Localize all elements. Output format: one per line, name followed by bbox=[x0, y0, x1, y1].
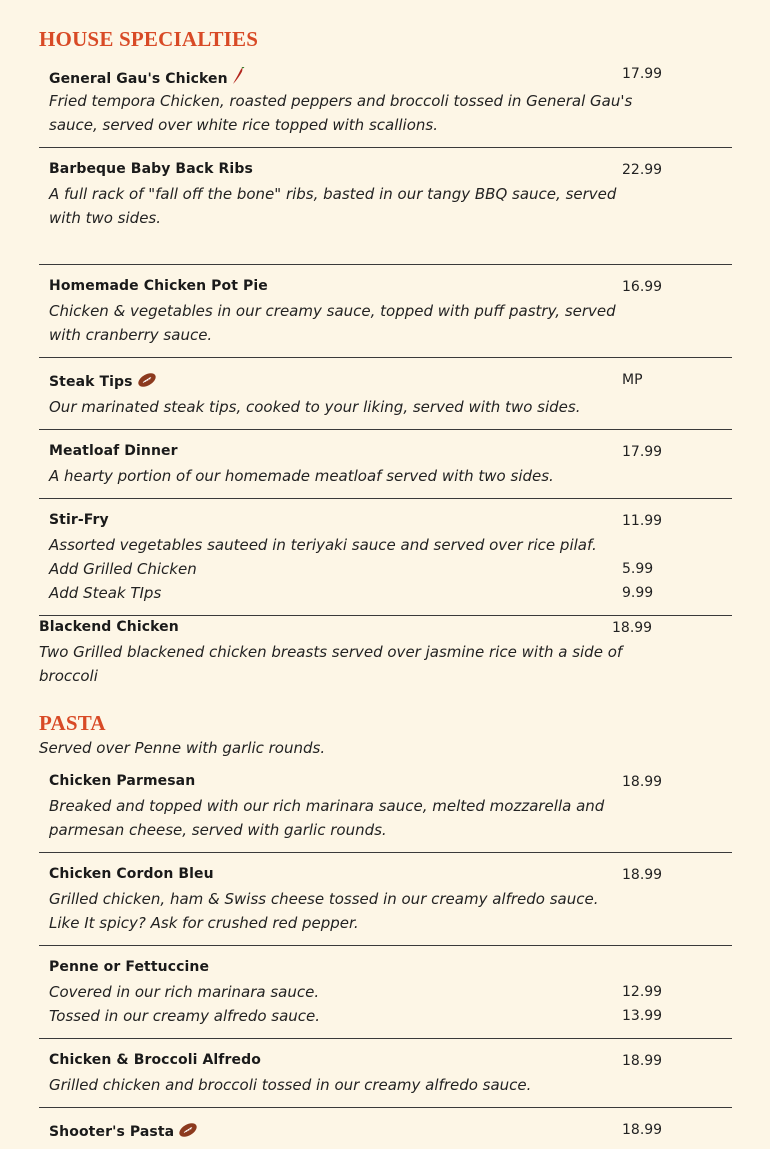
menu-item-price: 16.99 bbox=[622, 279, 663, 295]
menu-item-description: Fried tempora Chicken, roasted peppers and broccoli tossed in General Gau's sauce, served over white rice topped with scallions. bbox=[49, 92, 633, 134]
menu-item-name: Steak Tips bbox=[49, 372, 157, 392]
menu-item-name: Blackend Chicken bbox=[39, 619, 179, 635]
menu-item-name: Meatloaf Dinner bbox=[49, 443, 178, 459]
football-icon bbox=[137, 372, 157, 392]
menu-item-description: Grilled chicken and broccoli tossed in our creamy alfredo sauce. bbox=[49, 1076, 532, 1094]
addon-price: 5.99 bbox=[622, 561, 654, 577]
divider bbox=[39, 615, 732, 616]
menu-item-description: Grilled chicken, ham & Swiss cheese tossed in our creamy alfredo sauce. Like It spicy? Ask for crushed red pepper. bbox=[49, 890, 599, 932]
menu-item-description: Breaked and topped with our rich marinara sauce, melted mozzarella and parmesan cheese, served with garlic rounds. bbox=[49, 797, 605, 839]
menu-item-price: MP bbox=[622, 372, 643, 388]
divider bbox=[39, 1038, 732, 1039]
section-title-house-specialties: HOUSE SPECIALTIES bbox=[39, 27, 259, 51]
menu-item-name: Penne or Fettuccine bbox=[49, 959, 210, 975]
menu-item-description: Assorted vegetables sauteed in teriyaki sauce and served over rice pilaf. Add Grilled Chicken Add Steak TIps bbox=[49, 533, 597, 605]
divider bbox=[39, 147, 732, 148]
menu-item-price: 11.99 bbox=[622, 513, 663, 529]
menu-item-price: 18.99 bbox=[622, 1053, 663, 1069]
addon-label: Add Steak TIps bbox=[49, 584, 162, 602]
menu-item-description: Our marinated steak tips, cooked to your liking, served with two sides. bbox=[49, 398, 581, 416]
option-label: Covered in our rich marinara sauce. bbox=[49, 983, 320, 1001]
section-title-pasta: PASTA bbox=[39, 711, 106, 735]
chili-pepper-icon bbox=[231, 67, 245, 89]
menu-item-price: 18.99 bbox=[622, 867, 663, 883]
menu-item-name: Chicken Cordon Bleu bbox=[49, 866, 214, 882]
menu-item-description: Two Grilled blackened chicken breasts served over jasmine rice with a side of broccoli bbox=[39, 643, 623, 685]
addon-price: 9.99 bbox=[622, 585, 654, 601]
menu-item-name: General Gau's Chicken bbox=[49, 67, 245, 89]
football-icon bbox=[178, 1122, 198, 1142]
menu-item-description: Chicken & vegetables in our creamy sauce, topped with puff pastry, served with cranberry sauce. bbox=[49, 302, 616, 344]
divider bbox=[39, 357, 732, 358]
menu-item-name: Stir-Fry bbox=[49, 512, 109, 528]
menu-item-name: Homemade Chicken Pot Pie bbox=[49, 278, 268, 294]
divider bbox=[39, 429, 732, 430]
divider bbox=[39, 1107, 732, 1108]
option-price: 13.99 bbox=[622, 1008, 663, 1024]
menu-item-description: A hearty portion of our homemade meatloaf served with two sides. bbox=[49, 467, 554, 485]
menu-item-price: 18.99 bbox=[612, 620, 653, 636]
menu-item-name: Chicken & Broccoli Alfredo bbox=[49, 1052, 261, 1068]
menu-item-price: 18.99 bbox=[622, 774, 663, 790]
menu-item-name: Barbeque Baby Back Ribs bbox=[49, 161, 253, 177]
divider bbox=[39, 498, 732, 499]
option-price: 12.99 bbox=[622, 984, 663, 1000]
menu-item-description: A full rack of "fall off the bone" ribs, basted in our tangy BBQ sauce, served with two sides. bbox=[49, 185, 617, 227]
menu-item-name: Chicken Parmesan bbox=[49, 773, 196, 789]
menu-item-name: Shooter's Pasta bbox=[49, 1122, 198, 1142]
section-subtitle: Served over Penne with garlic rounds. bbox=[39, 739, 326, 757]
option-label: Tossed in our creamy alfredo sauce. bbox=[49, 1007, 321, 1025]
addon-label: Add Grilled Chicken bbox=[49, 560, 197, 578]
divider bbox=[39, 945, 732, 946]
divider bbox=[39, 852, 732, 853]
divider bbox=[39, 264, 732, 265]
menu-item-price: 17.99 bbox=[622, 66, 663, 82]
menu-item-description bbox=[49, 980, 320, 1028]
menu-item-price: 17.99 bbox=[622, 444, 663, 460]
menu-item-price: 18.99 bbox=[622, 1122, 663, 1138]
menu-item-price: 22.99 bbox=[622, 162, 663, 178]
